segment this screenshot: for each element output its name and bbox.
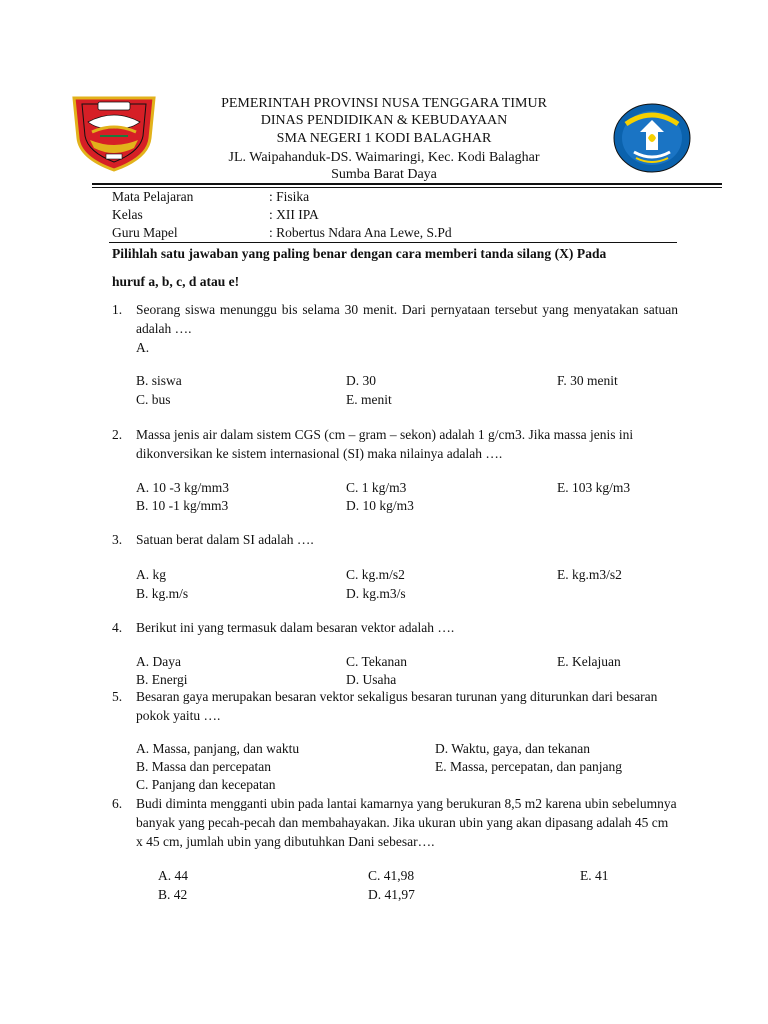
option[interactable]: C. 1 kg/m3 [346,480,407,495]
option[interactable]: B. 10 -1 kg/mm3 [136,498,229,513]
option[interactable]: E. menit [346,392,392,407]
info-label-teacher: Guru Mapel [112,225,178,240]
option[interactable]: A. 10 -3 kg/mm3 [136,480,229,495]
question-text: Besaran gaya merupakan besaran vektor sekaligus besaran turunan yang diturunkan dari besaran pokok yaitu …. [136,689,658,723]
option[interactable]: F. 30 menit [557,373,618,388]
option[interactable]: B. kg.m/s [136,586,189,601]
option[interactable]: E. kg.m3/s2 [557,567,622,582]
question-1-extra: A. [136,340,150,355]
option[interactable]: E. Kelajuan [557,654,621,669]
option[interactable]: E. Massa, percepatan, dan panjang [435,759,623,774]
option[interactable]: D. Waktu, gaya, dan tekanan [435,741,590,756]
info-rule [109,242,677,243]
question-number: 4. [112,620,123,635]
option[interactable]: B. siswa [136,373,182,388]
option[interactable]: A. kg [136,567,166,582]
option[interactable]: E. 41 [580,868,609,883]
option[interactable]: D. Usaha [346,672,397,687]
header-region: Sumba Barat Daya [331,167,437,182]
question-text: Massa jenis air dalam sistem CGS (cm – gram – sekon) adalah 1 g/cm3. Jika massa jenis ini dikonversikan ke sistem internasional (SI) maka nilainya adalah …. [136,427,634,461]
info-label-subject: Mata Pelajaran [112,189,194,204]
question-text: Satuan berat dalam SI adalah …. [136,532,314,547]
option[interactable]: B. 42 [158,887,188,902]
header-agency: DINAS PENDIDIKAN & KEBUDAYAAN [260,113,508,128]
option[interactable]: B. Energi [136,672,188,687]
question-number: 2. [112,427,123,442]
question-text: Seorang siswa menunggu bis selama 30 menit. Dari pernyataan tersebut yang menyatakan satuan adalah …. [136,302,678,336]
header-province: PEMERINTAH PROVINSI NUSA TENGGARA TIMUR [221,96,547,111]
question-number: 6. [112,796,123,811]
option[interactable]: C. bus [136,392,171,407]
instruction-line-1: Pilihlah satu jawaban yang paling benar dengan cara memberi tanda silang (X) Pada [112,246,607,261]
option[interactable]: D. 41,97 [368,887,415,902]
option[interactable]: A. 44 [158,868,188,883]
question-number: 3. [112,532,123,547]
option[interactable]: C. kg.m/s2 [346,567,405,582]
option[interactable]: C. Tekanan [346,654,408,669]
option[interactable]: B. Massa dan percepatan [136,759,271,774]
option[interactable]: C. 41,98 [368,868,415,883]
option[interactable]: A. Massa, panjang, dan waktu [136,741,300,756]
header-rule-thick [92,183,722,185]
option[interactable]: C. Panjang dan kecepatan [136,777,276,792]
info-value-teacher: : Robertus Ndara Ana Lewe, S.Pd [269,225,452,240]
header-school: SMA NEGERI 1 KODI BALAGHAR [276,131,492,146]
option[interactable]: A. Daya [136,654,181,669]
header-address: JL. Waipahanduk-DS. Waimaringi, Kec. Kodi Balaghar [228,150,540,165]
option[interactable]: D. kg.m3/s [346,586,406,601]
info-value-subject: : Fisika [269,189,310,204]
option[interactable]: D. 10 kg/m3 [346,498,414,513]
header-rule-thin [92,187,722,188]
question-number: 5. [112,689,123,704]
info-label-class: Kelas [112,207,143,222]
question-text: Berikut ini yang termasuk dalam besaran vektor adalah …. [136,620,455,635]
question-number: 1. [112,302,123,317]
instruction-line-2: huruf a, b, c, d atau e! [112,274,240,289]
info-value-class: : XII IPA [269,207,319,222]
option[interactable]: D. 30 [346,373,376,388]
question-text: Budi diminta mengganti ubin pada lantai kamarnya yang berukuran 8,5 m2 karena ubin sebelumnya banyak yang pecah-pecah dan membahayakan. Jika ukuran ubin yang akan dipasang adalah 45 cm x 45 cm, jumlah ubin yang dibutuhkan Dani sebesar…. [136,796,677,849]
option[interactable]: E. 103 kg/m3 [557,480,631,495]
